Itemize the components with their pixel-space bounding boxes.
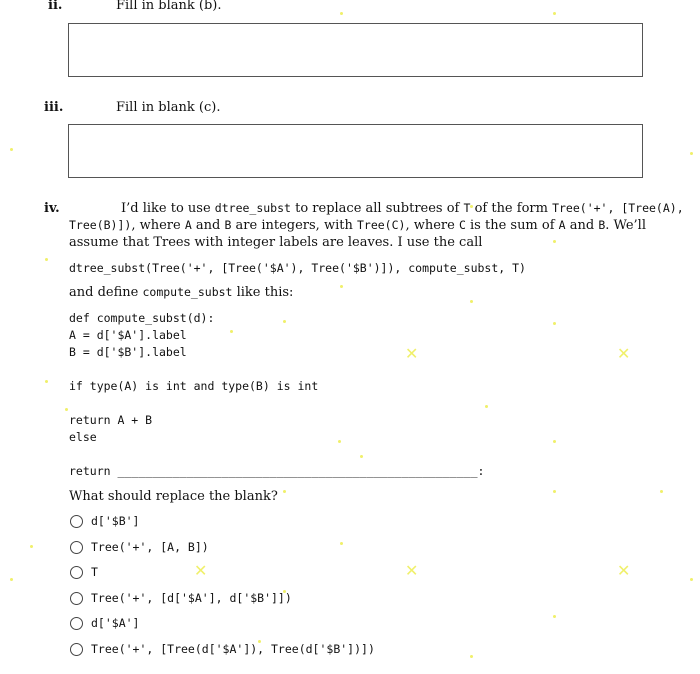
choice-label[interactable]: T	[91, 565, 98, 579]
part-iii-numeral: iii.	[44, 100, 64, 115]
code-line: A = d['$A'].label	[69, 328, 187, 342]
part-iii-answer-box[interactable]	[68, 124, 643, 178]
choice-label[interactable]: d['$A']	[91, 616, 140, 630]
part-iii-prompt: Fill in blank (c).	[116, 100, 221, 115]
part-ii-prompt: Fill in blank (b).	[116, 0, 222, 13]
choice-radio[interactable]	[70, 541, 83, 554]
choice-radio[interactable]	[70, 515, 83, 528]
code-line: def compute_subst(d):	[69, 311, 215, 325]
choice-label[interactable]: d['$B']	[91, 514, 140, 528]
code-line: if type(A) is int and type(B) is int	[69, 379, 319, 393]
choice-radio[interactable]	[70, 566, 83, 579]
choice-label[interactable]: Tree('+', [Tree(d['$A']), Tree(d['$B'])])	[91, 642, 375, 656]
code-line: B = d['$B'].label	[69, 345, 187, 359]
call-code-line: dtree_subst(Tree('+', [Tree('$A'), Tree('$B')]), compute_subst, T)	[69, 261, 526, 275]
code-line: else	[69, 430, 97, 444]
part-ii-answer-box[interactable]	[68, 23, 643, 77]
choice-label[interactable]: Tree('+', [A, B])	[91, 540, 209, 554]
choice-radio[interactable]	[70, 592, 83, 605]
part-ii-numeral: ii.	[48, 0, 63, 13]
choice-radio[interactable]	[70, 643, 83, 656]
choice-label[interactable]: Tree('+', [d['$A'], d['$B']])	[91, 591, 292, 605]
part-iv-intro: I’d like to use dtree_subst to replace all subtrees of T of the form Tree('+', [Tree(A), Tree(B)]), where A and B are integers, with Tree(C), where C is the sum of A and B. We’ll assume that Trees with integer labels are leaves. I use the call	[69, 201, 684, 250]
code-line: return ____________________________________________________:	[69, 464, 485, 478]
question-text: What should replace the blank?	[69, 489, 278, 504]
code-line: return A + B	[69, 413, 153, 427]
choice-radio[interactable]	[70, 617, 83, 630]
part-iv-numeral: iv.	[44, 201, 60, 216]
define-text: and define compute_subst like this:	[69, 285, 294, 300]
